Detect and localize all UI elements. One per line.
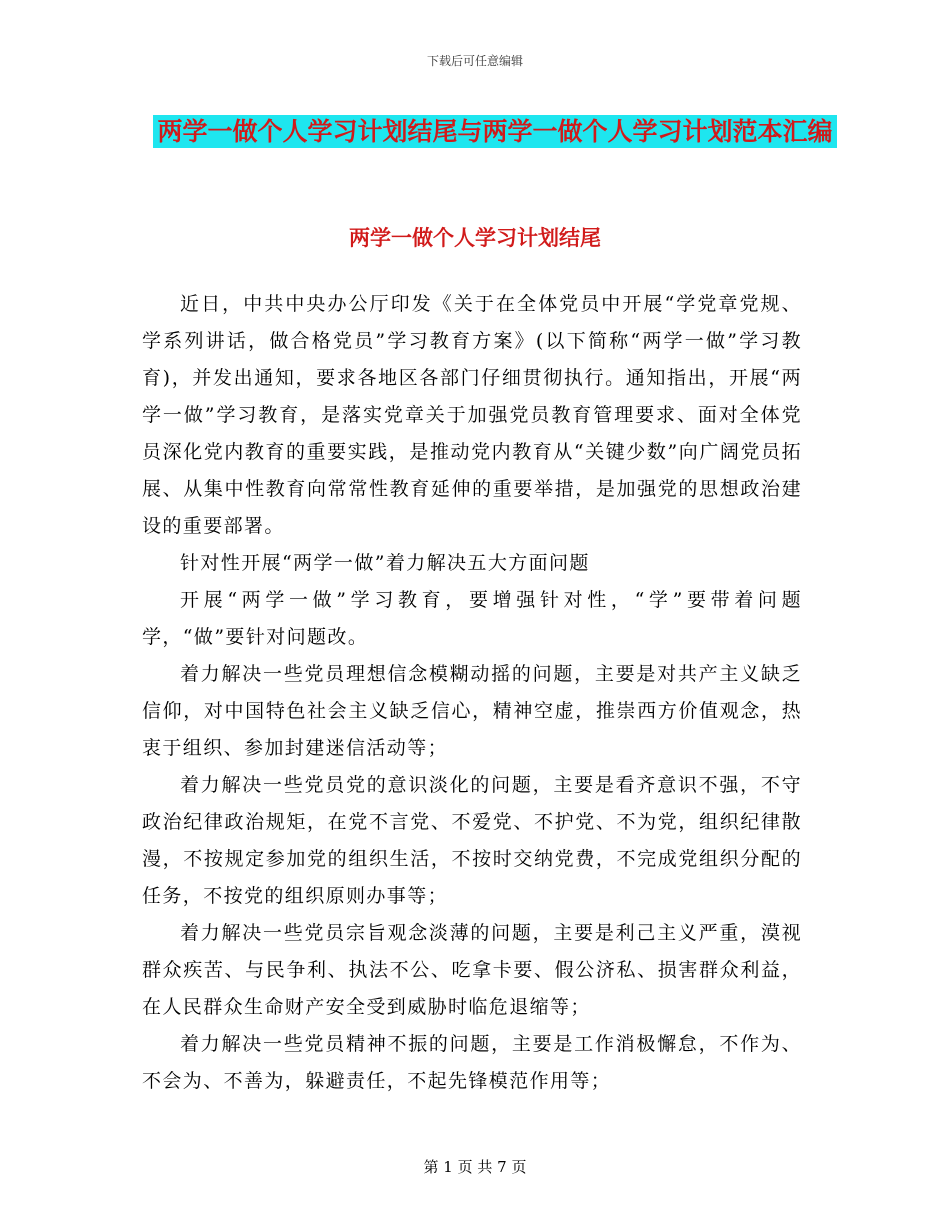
paragraph: 着力解决一些党员党的意识淡化的问题，主要是看齐意识不强，不守政治纪律政治规矩，在党不言党、不爱党、不护党、不为党，组织纪律散漫，不按规定参加党的组织生活，不按时交纳党费，不完成党组织分配的任务，不按党的组织原则办事等； xyxy=(142,774,802,907)
page-number: 第 1 页 共 7 页 xyxy=(423,1158,527,1176)
paragraph: 针对性开展“两学一做”着力解决五大方面问题 xyxy=(180,552,590,574)
document-body xyxy=(142,286,802,1100)
document-title-text: 两学一做个人学习计划结尾与两学一做个人学习计划范本汇编 xyxy=(153,115,836,148)
section-title: 两学一做个人学习计划结尾 xyxy=(349,226,601,250)
paragraph: 着力解决一些党员宗旨观念淡薄的问题，主要是利己主义严重，漠视群众疾苦、与民争利、执法不公、吃拿卡要、假公济私、损害群众利益，在人民群众生命财产安全受到威胁时临危退缩等； xyxy=(142,922,802,1018)
paragraph: 着力解决一些党员理想信念模糊动摇的问题，主要是对共产主义缺乏信仰，对中国特色社会主义缺乏信心，精神空虚，推崇西方价值观念，热衷于组织、参加封建迷信活动等； xyxy=(142,663,802,759)
document-title xyxy=(150,110,840,154)
paragraph: 近日，中共中央办公厅印发《关于在全体党员中开展“学党章党规、学系列讲话，做合格党员”学习教育方案》(以下简称“两学一做”学习教育)，并发出通知，要求各地区各部门仔细贯彻执行。通知指出，开展“两学一做”学习教育，是落实党章关于加强党员教育管理要求、面对全体党员深化党内教育的重要实践，是推动党内教育从“关键少数”向广阔党员拓展、从集中性教育向常常性教育延伸的重要举措，是加强党的思想政治建设的重要部署。 xyxy=(142,293,802,537)
paragraph: 着力解决一些党员精神不振的问题，主要是工作消极懈怠，不作为、不会为、不善为，躲避责任，不起先锋模范作用等； xyxy=(142,1033,802,1092)
paragraph: 开展“两学一做”学习教育，要增强针对性，“学”要带着问题学，“做”要针对问题改。 xyxy=(142,589,802,648)
header-note: 下载后可任意编辑 xyxy=(426,54,523,68)
